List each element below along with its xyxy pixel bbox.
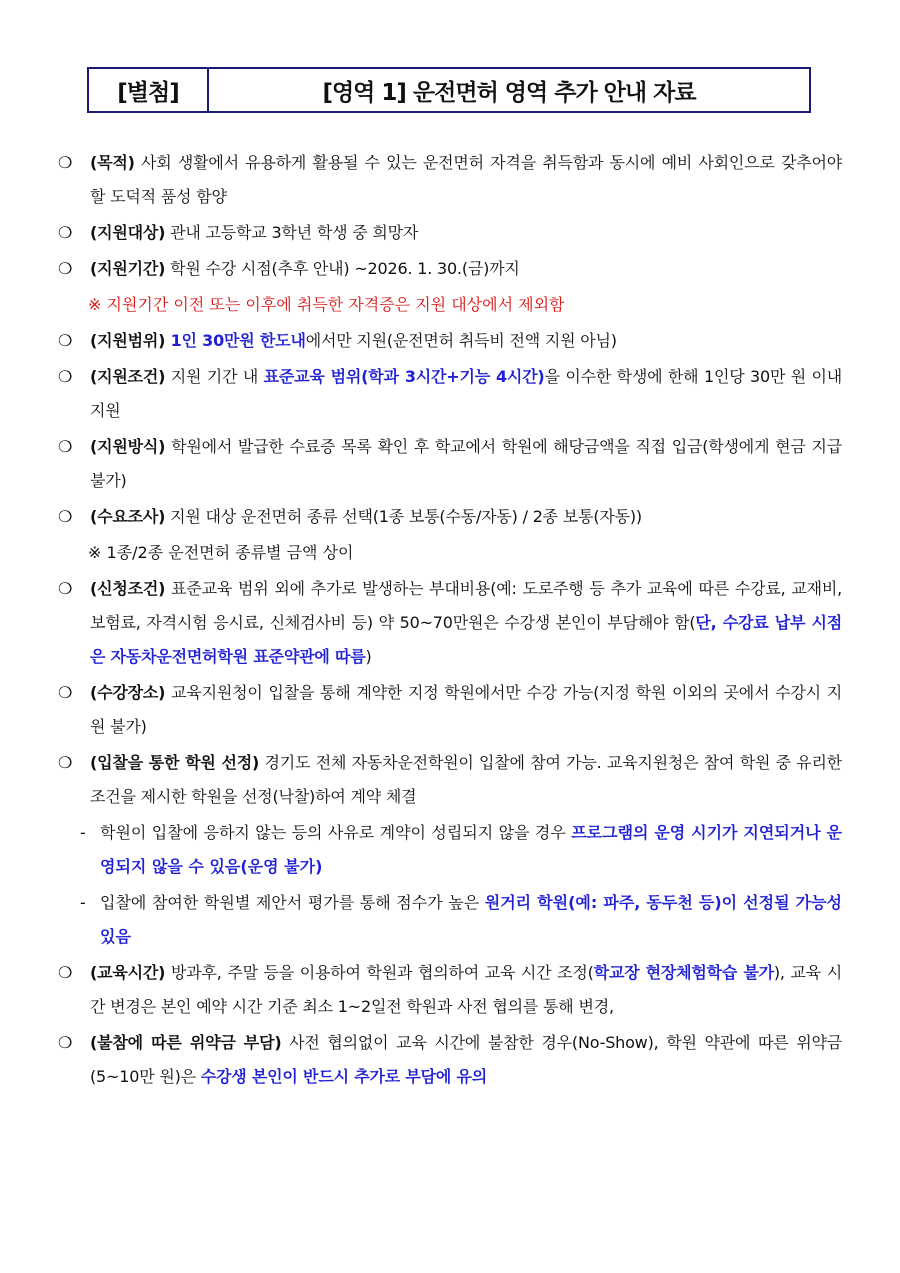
item-label: (신청조건)	[90, 579, 166, 598]
item-purpose	[56, 146, 856, 214]
document-title: [영역 1] 운전면허 영역 추가 안내 자료	[322, 79, 696, 106]
item-survey	[56, 500, 856, 534]
item-text: 학원에서 발급한 수료증 목록 확인 후 학교에서 학원에 해당금액을 직접 입금(학생에게 현금 지급 불가)	[90, 437, 842, 490]
item-highlight: 학교장 현장체험학습 불가	[593, 963, 774, 982]
bullet-icon: ❍	[58, 367, 73, 386]
item-text: ), 교육 시간 변경은 본인 예약 시간 기준 최소 1~2일전 학원과 사전 협의를 통해 변경,	[90, 963, 843, 1016]
bidding-sub-item	[56, 816, 856, 884]
document-body	[56, 146, 856, 1096]
bullet-icon: ❍	[58, 579, 73, 598]
item-place	[56, 676, 856, 744]
item-text: 지원 대상 운전면허 종류 선택(1종 보통(수동/자동) / 2종 보통(자동))	[165, 507, 642, 526]
item-label: (입찰을 통한 학원 선정)	[90, 753, 260, 772]
item-label: (목적)	[90, 153, 135, 172]
item-text: 에서만 지원(운전면허 취득비 전액 지원 아님)	[305, 331, 617, 350]
item-label: (지원방식)	[90, 437, 166, 456]
sub-highlight: 원거리 학원(예: 파주, 동두천 등)이 선정될 가능성 있음	[100, 893, 842, 946]
item-text: 관내 고등학교 3학년 학생 중 희망자	[165, 223, 419, 242]
bullet-icon: ❍	[58, 753, 73, 772]
item-text: 사전 협의없이 교육 시간에 불참한 경우(No-Show), 학원 약관에 따른 위약금(5~10만 원)은	[90, 1033, 842, 1086]
dash-marker: -	[80, 893, 86, 912]
item-method	[56, 430, 856, 498]
item-text: )	[365, 647, 372, 666]
item-label: (교육시간)	[90, 963, 166, 982]
sub-text: 학원이 입찰에 응하지 않는 등의 사유로 계약이 성립되지 않을 경우	[100, 823, 572, 842]
bullet-icon: ❍	[58, 683, 73, 702]
item-text: 표준교육 범위 외에 추가로 발생하는 부대비용(예: 도로주행 등 추가 교육에 따른 수강료, 교재비, 보험료, 자격시험 응시료, 신체검사비 등) 약 50~70만원은 수강생 본인이 부담해야 함(	[90, 579, 842, 632]
item-period	[56, 252, 856, 286]
item-text: 사회 생활에서 유용하게 활용될 수 있는 운전면허 자격을 취득함과 동시에 예비 사회인으로 갖추어야 할 도덕적 품성 함양	[90, 153, 842, 206]
bullet-icon: ❍	[58, 1033, 73, 1052]
bullet-icon: ❍	[58, 507, 73, 526]
bullet-icon: ❍	[58, 437, 73, 456]
item-label: (지원조건)	[90, 367, 166, 386]
document-header	[87, 67, 811, 113]
period-exclusion-note: ※ 지원기간 이전 또는 이후에 취득한 자격증은 지원 대상에서 제외함	[88, 295, 565, 314]
item-highlight: 1인 30만원 한도내	[165, 331, 306, 350]
item-text: 지원 기간 내	[165, 367, 264, 386]
item-penalty	[56, 1026, 856, 1094]
bullet-icon: ❍	[58, 963, 73, 982]
item-label: (불참에 따른 위약금 부담)	[90, 1033, 282, 1052]
dash-marker: -	[80, 823, 86, 842]
item-text: 을 이수한 학생에 한해 1인당 30만 원 이내 지원	[90, 367, 843, 420]
item-label: (지원대상)	[90, 223, 166, 242]
sub-highlight: 프로그램의 운영 시기가 지연되거나 운영되지 않을 수 있음(운영 불가)	[100, 823, 842, 876]
item-time	[56, 956, 856, 1024]
item-text: 경기도 전체 자동차운전학원이 입찰에 참여 가능. 교육지원청은 참여 학원 중 유리한 조건을 제시한 학원을 선정(낙찰)하여 계약 체결	[90, 753, 843, 806]
item-bidding	[56, 746, 856, 814]
item-highlight: 단, 수강료 납부 시점은 자동차운전면허학원 표준약관에 따름	[90, 613, 842, 666]
bullet-icon: ❍	[58, 223, 73, 242]
item-scope	[56, 324, 856, 358]
attachment-tag: [별첨]	[89, 69, 209, 111]
item-highlight: 수강생 본인이 반드시 추가로 부담에 유의	[200, 1067, 487, 1086]
item-text: 학원 수강 시점(추후 안내) ~2026. 1. 30.(금)까지	[165, 259, 520, 278]
item-label: (수강장소)	[90, 683, 166, 702]
bullet-icon: ❍	[58, 331, 73, 350]
item-highlight: 표준교육 범위(학과 3시간+기능 4시간)	[263, 367, 545, 386]
item-label: (지원기간)	[90, 259, 166, 278]
item-text: 교육지원청이 입찰을 통해 계약한 지정 학원에서만 수강 가능(지정 학원 이외의 곳에서 수강시 지원 불가)	[90, 683, 842, 736]
item-condition	[56, 360, 856, 428]
item-apply	[56, 572, 856, 674]
item-text: 방과후, 주말 등을 이용하여 학원과 협의하여 교육 시간 조정(	[165, 963, 594, 982]
item-label: (수요조사)	[90, 507, 166, 526]
bidding-sub-item	[56, 886, 856, 954]
bullet-icon: ❍	[58, 153, 73, 172]
item-label: (지원범위)	[90, 331, 166, 350]
item-target	[56, 216, 856, 250]
survey-note: ※ 1종/2종 운전면허 종류별 금액 상이	[88, 543, 354, 562]
bullet-icon: ❍	[58, 259, 73, 278]
sub-text: 입찰에 참여한 학원별 제안서 평가를 통해 점수가 높은	[100, 893, 485, 912]
